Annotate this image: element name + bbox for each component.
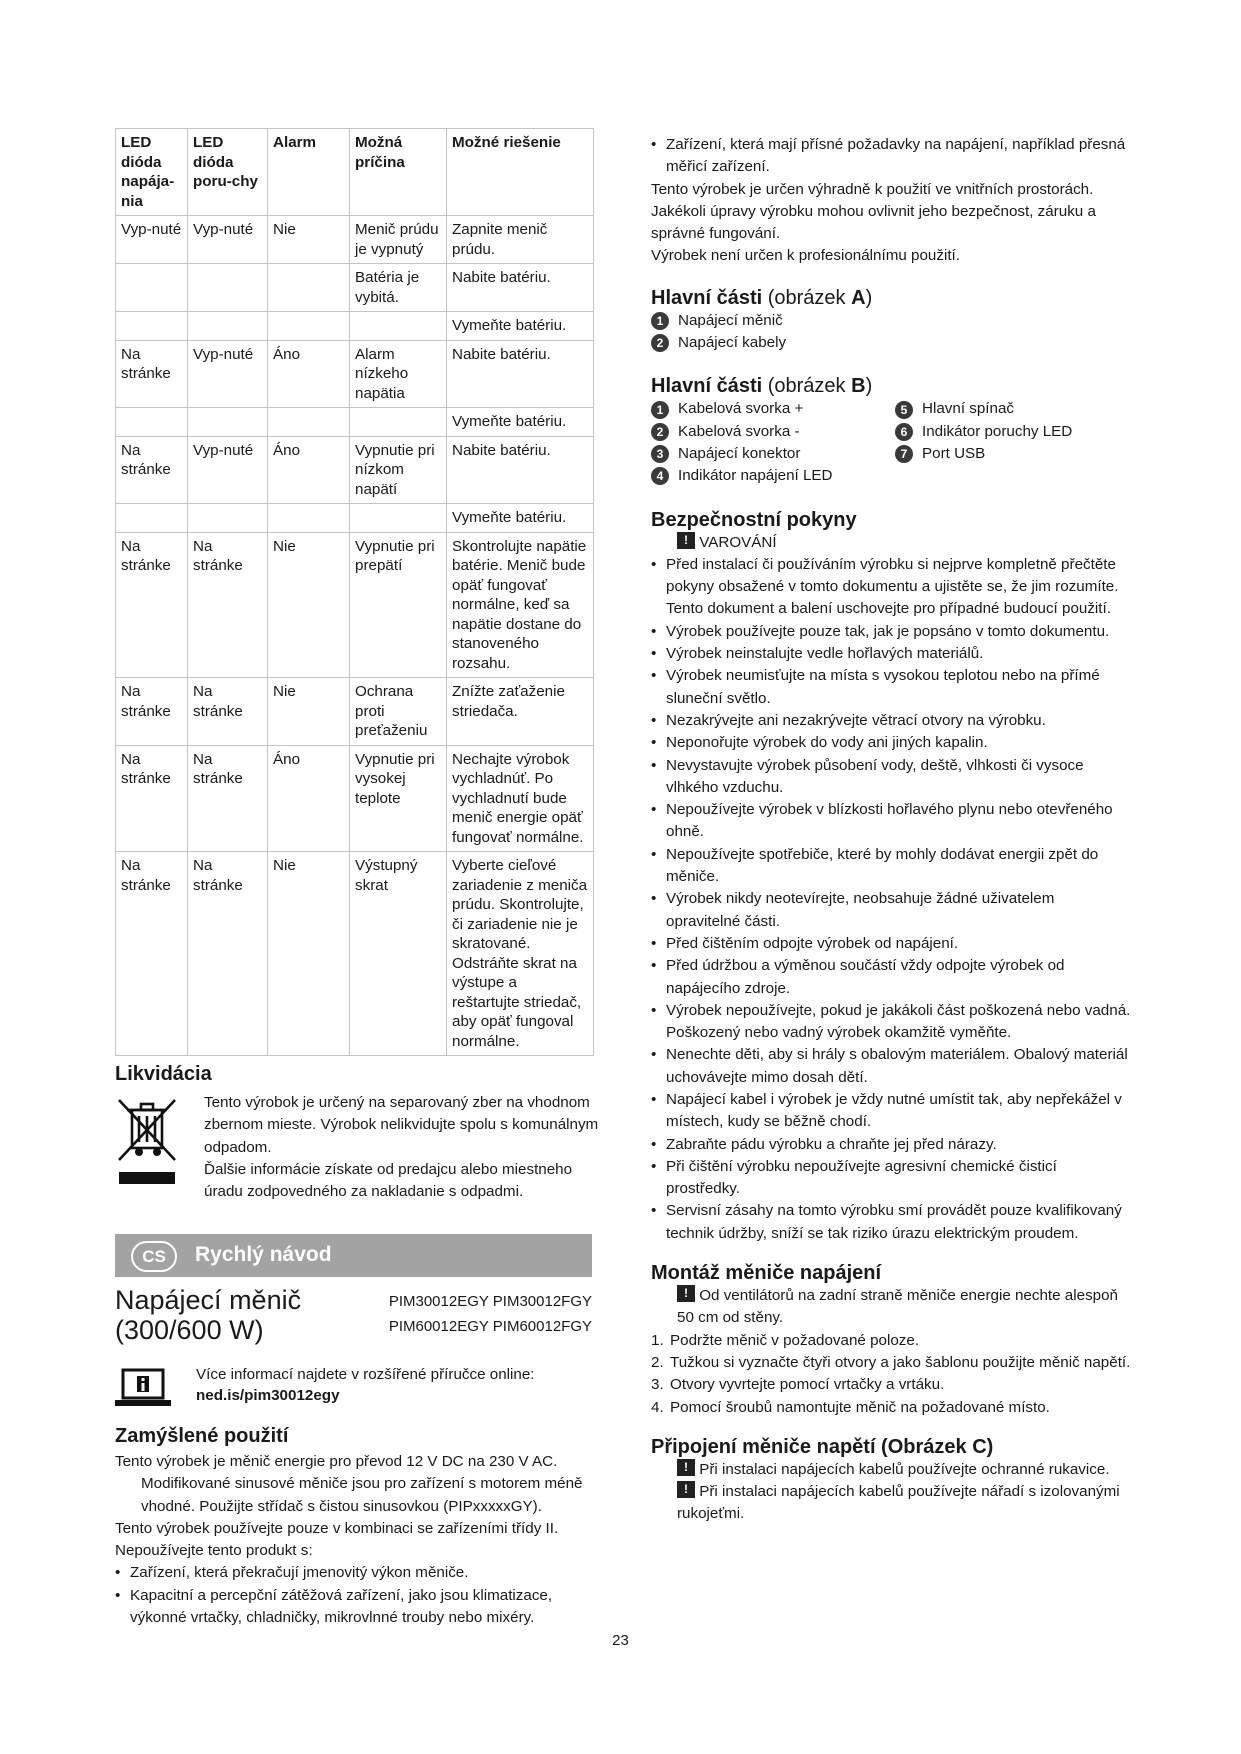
list-item: 1. Podržte měnič v požadované poloze.: [651, 1331, 920, 1349]
intended-use-p7: Výrobek není určen k profesionálnímu použití.: [651, 247, 960, 265]
list-item: • Zařízení, která mají přísné požadavky na napájení, například přesná měřicí zařízení.: [651, 134, 1131, 179]
intended-use-p2: Modifikované sinusové měniče jsou pro zařízení s motorem méně vhodné. Použijte střídač s čistou sinusovkou (PIPxxxxxGY).: [141, 1475, 583, 1515]
table-row: [116, 264, 594, 312]
disposal-text-2: Ďalšie informácie získate od predajcu alebo miestneho úradu zodpovedného za nakladanie s odpadmi.: [204, 1160, 573, 1201]
table-row: [116, 745, 594, 852]
table-cell-alarm: Nie: [268, 216, 350, 264]
intended-use-section: [115, 1424, 592, 1629]
connect-title: Připojení měniče napětí (Obrázek C): [651, 1435, 994, 1458]
header-solution: Možné riešenie: [447, 129, 594, 216]
table-cell-solution: Zapnite menič prúdu.: [447, 216, 594, 264]
table-cell-cause: Ochrana proti preťaženiu: [350, 678, 447, 746]
table-cell-power: Na stránke: [116, 745, 188, 852]
table-cell-power: Na stránke: [116, 340, 188, 408]
table-cell-power: [116, 504, 188, 533]
warning-icon: [677, 532, 695, 549]
number-7-icon: 7: [895, 445, 913, 463]
mount-steps: [651, 1330, 1131, 1419]
table-cell-cause: [350, 504, 447, 533]
more-info: [115, 1364, 592, 1410]
table-cell-solution: Nabite batériu.: [447, 340, 594, 408]
list-item: 6 Indikátor poruchy LED: [895, 421, 1072, 443]
cs-quick-guide-bar: [115, 1234, 592, 1277]
list-item: • Při čištění výrobku nepoužívejte agresivní chemické čisticí prostředky.: [651, 1156, 1131, 1201]
mount-title: Montáž měniče napájení: [651, 1262, 882, 1285]
list-item: 1 Kabelová svorka +: [651, 398, 895, 420]
not-use-list: [115, 1562, 592, 1629]
parts-b-section: [651, 374, 1131, 487]
list-item: 4. Pomocí šroubů namontujte měnič na požadované místo.: [651, 1398, 1050, 1416]
list-item: 3 Napájecí konektor: [651, 443, 895, 465]
product-header: [115, 1285, 592, 1350]
more-info-link[interactable]: ned.is/pim30012egy: [196, 1387, 340, 1404]
left-column: [115, 128, 599, 1629]
table-cell-power: Na stránke: [116, 436, 188, 504]
number-2-icon: 2: [651, 423, 669, 441]
list-item: • Nevystavujte výrobek působení vody, deště, vlhkosti či vysoce vlhkého vzduchu.: [651, 755, 1131, 800]
table-cell-solution: Nabite batériu.: [447, 436, 594, 504]
mount-note: ! Od ventilátorů na zadní straně měniče energie nechte alespoň 50 cm od stěny.: [651, 1285, 1131, 1330]
table-cell-fault: Na stránke: [188, 745, 268, 852]
table-cell-alarm: Nie: [268, 532, 350, 678]
number-1-icon: 1: [651, 312, 669, 330]
page-number: 23: [612, 1632, 629, 1649]
table-cell-cause: Vypnutie pri nízkom napätí: [350, 436, 447, 504]
table-cell-cause: Batéria je vybitá.: [350, 264, 447, 312]
list-item: • Nenechte děti, aby si hrály s obalovým materiálem. Obalový materiál uchovávejte mimo dosah dětí.: [651, 1044, 1131, 1089]
intended-use-p3: Tento výrobek používejte pouze v kombinaci se zařízeními třídy II.: [115, 1519, 559, 1537]
list-item: 1 Napájecí měnič: [651, 310, 1131, 332]
table-cell-cause: Alarm nízkeho napätia: [350, 340, 447, 408]
list-item: 4 Indikátor napájení LED: [651, 465, 895, 487]
list-item: • Nepoužívejte výrobek v blízkosti hořlavého plynu nebo otevřeného ohně.: [651, 799, 1131, 844]
table-cell-solution: Vymeňte batériu.: [447, 504, 594, 533]
list-item: • Nepoužívejte spotřebiče, které by mohly dodávat energii zpět do měniče.: [651, 844, 1131, 889]
table-cell-power: [116, 312, 188, 341]
table-cell-solution: Vymeňte batériu.: [447, 408, 594, 437]
table-cell-fault: [188, 264, 268, 312]
table-cell-power: [116, 264, 188, 312]
header-power-led: LED dióda napája-nia: [116, 129, 188, 216]
table-cell-solution: Znížte zaťaženie striedača.: [447, 678, 594, 746]
product-codes-line-2: PIM60012EGY PIM60012FGY: [388, 1318, 592, 1335]
table-row: [116, 312, 594, 341]
table-cell-cause: Výstupný skrat: [350, 852, 447, 1056]
number-5-icon: 5: [895, 401, 913, 419]
table-row: [116, 532, 594, 678]
table-row: [116, 504, 594, 533]
table-cell-alarm: [268, 264, 350, 312]
table-cell-alarm: [268, 408, 350, 437]
safety-section: [651, 508, 1131, 1246]
table-cell-cause: Vypnutie pri prepätí: [350, 532, 447, 678]
list-item: • Výrobek neinstalujte vedle hořlavých materiálů.: [651, 643, 1131, 665]
list-item: • Servisní zásahy na tomto výrobku smí provádět pouze kvalifikovaný technik údržby, sníží se tak riziko úrazu elektrickým proudem.: [651, 1200, 1131, 1245]
table-cell-alarm: Nie: [268, 678, 350, 746]
list-item: 3. Otvory vyvrtejte pomocí vrtačky a vrtáku.: [651, 1376, 945, 1394]
list-item: • Výrobek používejte pouze tak, jak je popsáno v tomto dokumentu.: [651, 621, 1131, 643]
list-item: • Napájecí kabel i výrobek je vždy nutné umístit tak, aby nepřekážel v místech, kudy se běžně chodí.: [651, 1089, 1131, 1134]
table-row: [116, 216, 594, 264]
table-cell-alarm: Áno: [268, 745, 350, 852]
list-item: • Nezakrývejte ani nezakrývejte větrací otvory na výrobku.: [651, 710, 1131, 732]
weee-bin-icon: [115, 1094, 179, 1186]
intended-use-p4: Nepoužívejte tento produkt s:: [115, 1542, 313, 1560]
intended-use-title: Zamýšlené použití: [115, 1425, 289, 1447]
intended-use-p5: Tento výrobek je určen výhradně k použití ve vnitřních prostorách.: [651, 180, 1094, 198]
table-cell-alarm: [268, 312, 350, 341]
right-column: [651, 134, 1131, 1526]
disposal-title: Likvidácia: [115, 1063, 212, 1085]
warning-icon: [677, 1285, 695, 1302]
table-cell-fault: Na stránke: [188, 532, 268, 678]
list-item: 5 Hlavní spínač: [895, 398, 1072, 420]
intended-use-p1: Tento výrobek je měnič energie pro převod 12 V DC na 230 V AC.: [115, 1453, 558, 1470]
table-cell-alarm: Nie: [268, 852, 350, 1056]
header-alarm: Alarm: [268, 129, 350, 216]
warning-icon: [677, 1459, 695, 1476]
list-item: 2. Tužkou si vyznačte čtyři otvory a jako šablonu použijte měnič napětí.: [651, 1353, 1131, 1371]
table-cell-fault: [188, 504, 268, 533]
warning-icon: [677, 1481, 695, 1498]
table-cell-fault: Vyp-nuté: [188, 216, 268, 264]
product-codes-line-1: PIM30012EGY PIM30012FGY: [388, 1293, 592, 1310]
header-fault-led: LED dióda poru-chy: [188, 129, 268, 216]
warning-label: ! VAROVÁNÍ: [651, 532, 1131, 554]
mount-section: [651, 1261, 1131, 1419]
table-cell-solution: Nechajte výrobok vychladnúť. Po vychladnutí bude menič energie opäť fungovať normálne.: [447, 745, 594, 852]
list-item: 2 Kabelová svorka -: [651, 421, 895, 443]
table-cell-fault: Vyp-nuté: [188, 436, 268, 504]
table-cell-fault: Na stránke: [188, 852, 268, 1056]
list-item: • Výrobek nikdy neotevírejte, neobsahuje žádné uživatelem opravitelné části.: [651, 888, 1131, 933]
list-item: • Před údržbou a výměnou součástí vždy odpojte výrobek od napájecího zdroje.: [651, 955, 1131, 1000]
table-cell-alarm: Áno: [268, 340, 350, 408]
list-item: • Kapacitní a percepční zátěžová zařízení, jako jsou klimatizace, výkonné vrtačky, chladničky, mikrovlnné trouby nebo mixéry.: [115, 1585, 592, 1630]
disposal-text-1: Tento výrobok je určený na separovaný zber na vhodnom zbernom mieste. Výrobok nelikvidujte spolu s komunálnym odpadom.: [204, 1094, 599, 1156]
table-cell-cause: Vypnutie pri vysokej teplote: [350, 745, 447, 852]
troubleshooting-table: [115, 128, 594, 1056]
table-row: [116, 408, 594, 437]
product-name: Napájecí měnič (300/600 W): [115, 1285, 302, 1345]
quick-guide-title: Rychlý návod: [195, 1243, 332, 1266]
table-cell-alarm: [268, 504, 350, 533]
safety-title: Bezpečnostní pokyny: [651, 508, 857, 531]
list-item: • Před čištěním odpojte výrobek od napájení.: [651, 933, 1131, 955]
table-cell-power: Na stránke: [116, 678, 188, 746]
table-cell-solution: Nabite batériu.: [447, 264, 594, 312]
parts-b-title: Hlavní části (obrázek B): [651, 375, 873, 398]
connect-section: [651, 1435, 1131, 1526]
table-row: [116, 340, 594, 408]
connect-note-2: ! Při instalaci napájecích kabelů používejte nářadí s izolovanými rukojeťmi.: [651, 1481, 1131, 1526]
product-codes: [389, 1289, 592, 1339]
safety-list: [651, 554, 1131, 1245]
table-cell-power: Na stránke: [116, 852, 188, 1056]
number-6-icon: 6: [895, 423, 913, 441]
table-cell-solution: Vymeňte batériu.: [447, 312, 594, 341]
table-row: [116, 678, 594, 746]
table-header-row: [116, 129, 594, 216]
header-cause: Možná príčina: [350, 129, 447, 216]
list-item: • Před instalací či používáním výrobku si nejprve kompletně přečtěte pokyny obsažené v tomto dokumentu a ujistěte se, že jim rozumíte. Tento dokument a balení uschovejte pro případné budoucí použití.: [651, 554, 1131, 621]
table-cell-cause: [350, 408, 447, 437]
table-cell-power: Vyp-nuté: [116, 216, 188, 264]
laptop-info-icon: [115, 1368, 171, 1408]
table-cell-power: Na stránke: [116, 532, 188, 678]
parts-a-title: Hlavní části (obrázek A): [651, 286, 873, 309]
table-cell-cause: [350, 312, 447, 341]
table-cell-alarm: Áno: [268, 436, 350, 504]
list-item: • Výrobek nepoužívejte, pokud je jakákoli část poškozená nebo vadná. Poškozený nebo vadný výrobek okamžitě vyměňte.: [651, 1000, 1131, 1045]
table-row: [116, 852, 594, 1056]
list-item: 2 Napájecí kabely: [651, 332, 1131, 354]
number-4-icon: 4: [651, 467, 669, 485]
intended-use-p6: Jakékoli úpravy výrobku mohou ovlivnit jeho bezpečnost, záruku a správné fungování.: [651, 202, 1096, 243]
table-cell-fault: Na stránke: [188, 678, 268, 746]
table-cell-power: [116, 408, 188, 437]
list-item: • Zařízení, která překračují jmenovitý výkon měniče.: [115, 1562, 592, 1584]
disposal-section: [115, 1062, 599, 1232]
table-row: [116, 436, 594, 504]
list-item: • Zabraňte pádu výrobku a chraňte jej před nárazy.: [651, 1134, 1131, 1156]
table-cell-fault: [188, 312, 268, 341]
number-2-icon: 2: [651, 334, 669, 352]
connect-note-1: ! Při instalaci napájecích kabelů používejte ochranné rukavice.: [651, 1459, 1131, 1481]
table-cell-fault: Vyp-nuté: [188, 340, 268, 408]
not-use-list-continued: [651, 134, 1131, 179]
number-1-icon: 1: [651, 401, 669, 419]
more-info-text: Více informací najdete v rozšířené příručce online:: [196, 1366, 535, 1383]
list-item: • Výrobek neumisťujte na místa s vysokou teplotou nebo na přímé sluneční světlo.: [651, 665, 1131, 710]
table-cell-solution: Skontrolujte napätie batérie. Menič bude opäť fungovať normálne, keď sa napätie dostane do stanoveného rozsahu.: [447, 532, 594, 678]
list-item: 7 Port USB: [895, 443, 1072, 465]
table-cell-cause: Menič prúdu je vypnutý: [350, 216, 447, 264]
table-cell-solution: Vyberte cieľové zariadenie z meniča prúdu. Skontrolujte, či zariadenie nie je skratované. Odstráňte skrat na výstupe a reštartujte striedač, aby opäť fungoval normálne.: [447, 852, 594, 1056]
list-item: • Neponořujte výrobek do vody ani jiných kapalin.: [651, 732, 1131, 754]
language-badge: CS: [131, 1241, 177, 1272]
number-3-icon: 3: [651, 445, 669, 463]
parts-a-section: [651, 286, 1131, 355]
table-cell-fault: [188, 408, 268, 437]
